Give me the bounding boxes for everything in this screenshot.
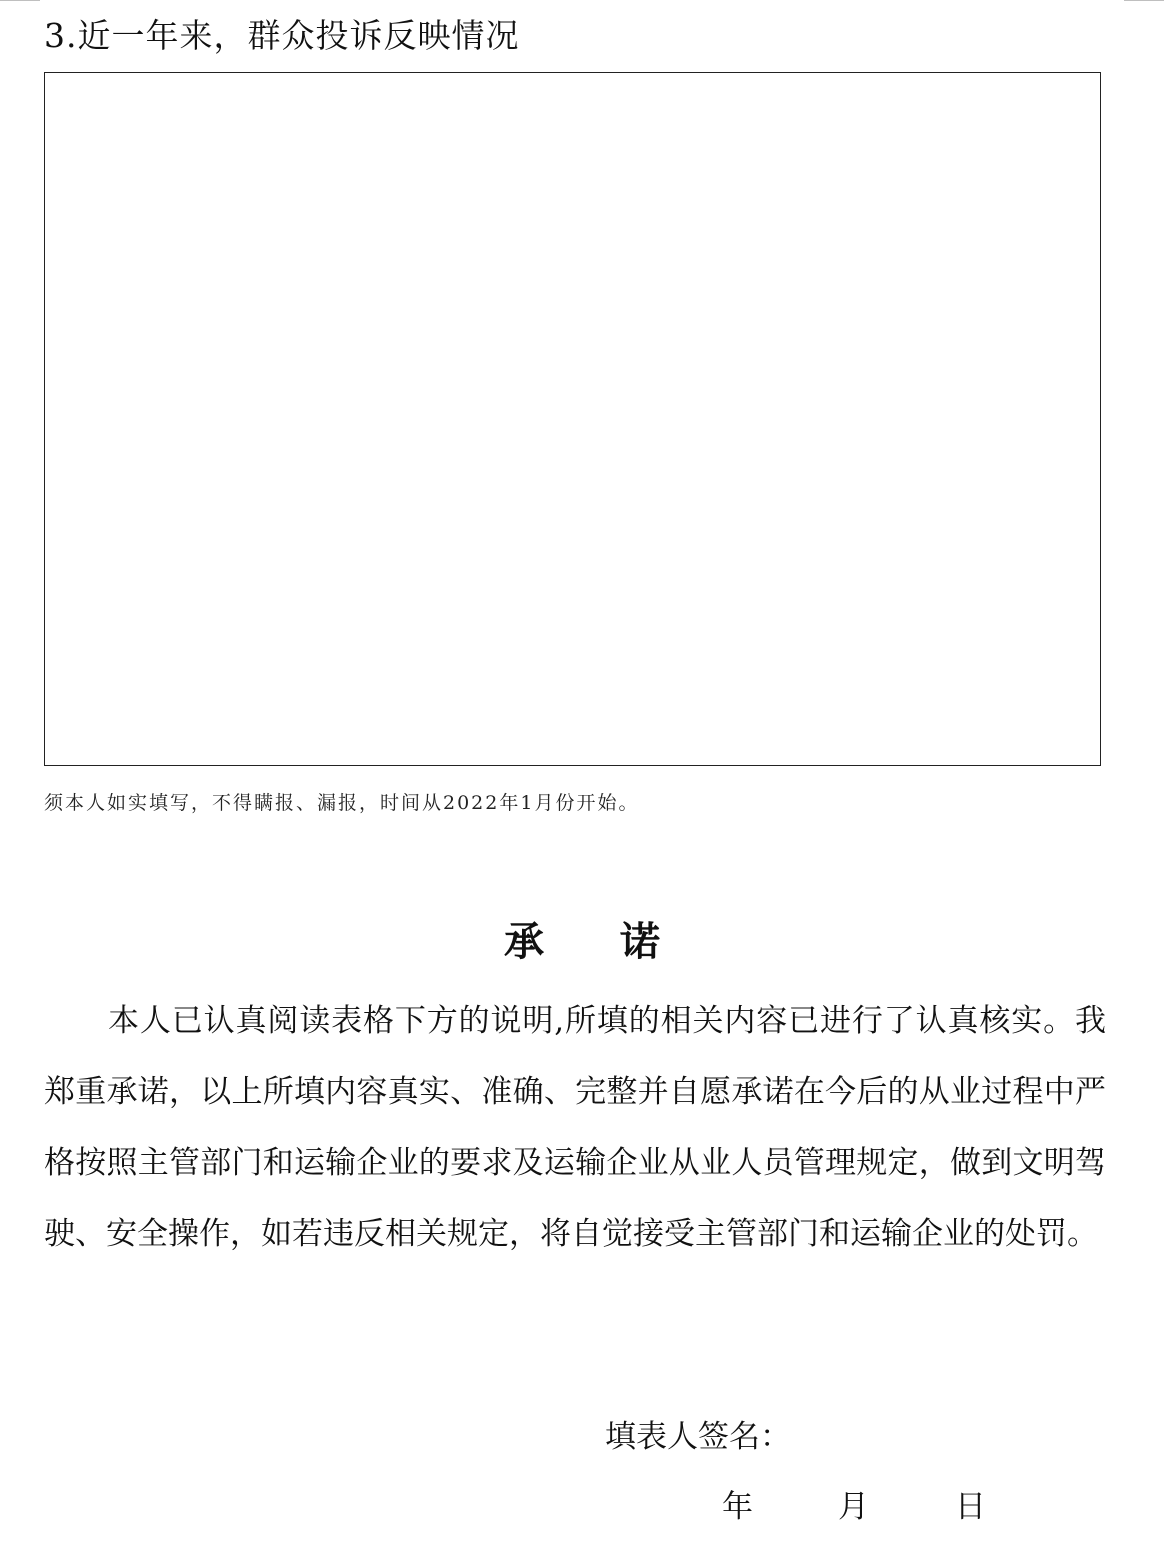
complaint-answer-box[interactable] <box>44 72 1101 766</box>
date-line <box>722 1482 1022 1532</box>
signature-label: 填表人签名： <box>605 1419 791 1455</box>
date-day-label: 日 <box>955 1489 986 1525</box>
date-year-label: 年 <box>722 1489 753 1525</box>
page-corner-mark-right <box>1124 0 1164 5</box>
pledge-title-char-1: 承 <box>504 918 544 965</box>
pledge-body: 本人已认真阅读表格下方的说明,所填的相关内容已进行了认真核实。我郑重承诺，以上所填内容真实、准确、完整并自愿承诺在今后的从业过程中严格按照主管部门和运输企业的要求及运输企业从业人员管理规定，做到文明驾驶、安全操作，如若违反相关规定，将自觉接受主管部门和运输企业的处罚。 <box>44 1003 1106 1252</box>
section-heading: 3.近一年来，群众投诉反映情况 <box>44 16 520 55</box>
pledge-title <box>0 912 1164 972</box>
pledge-title-char-2: 诺 <box>620 918 660 965</box>
page-corner-mark-left <box>0 0 40 5</box>
date-month-label: 月 <box>838 1489 869 1525</box>
fill-instruction-note: 须本人如实填写，不得瞒报、漏报，时间从2022年1月份开始。 <box>44 792 640 814</box>
